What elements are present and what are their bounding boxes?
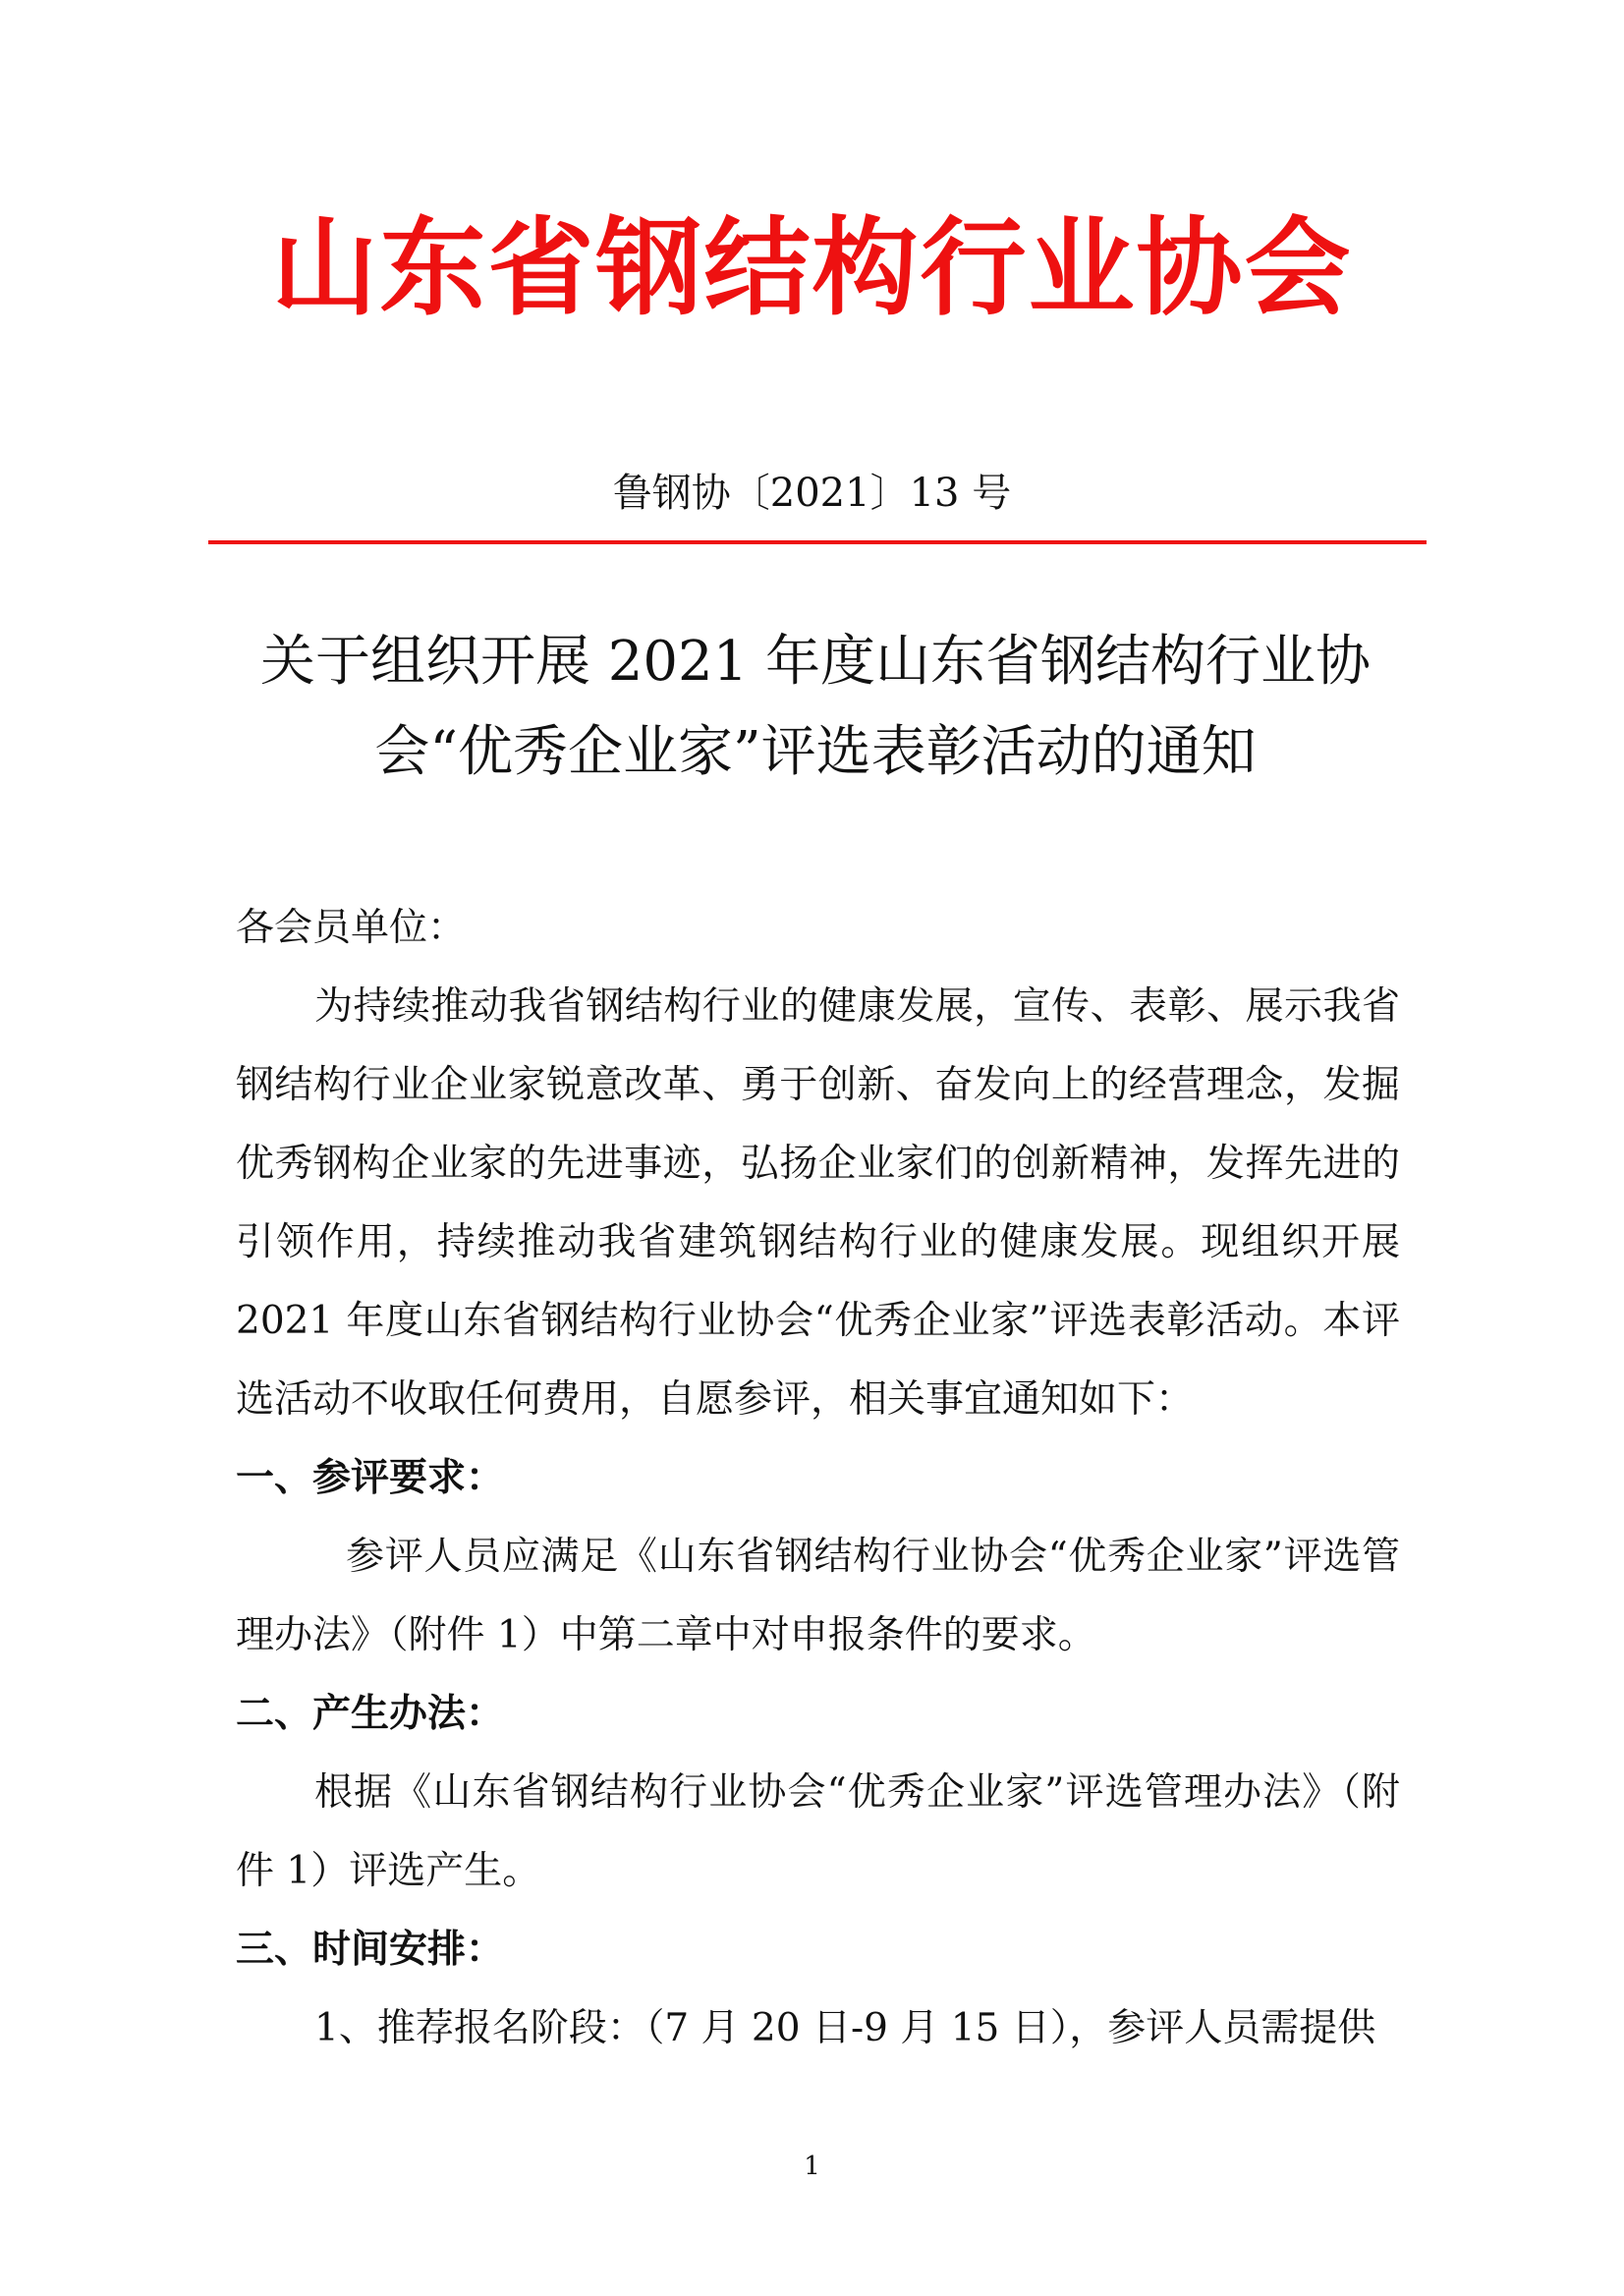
intro-paragraph: 为持续推动我省钢结构行业的健康发展，宣传、表彰、展示我省钢结构行业企业家锐意改革、勇于创新、奋发向上的经营理念，发掘优秀钢构企业家的先进事迹，弘扬企业家们的创新精神，发挥先进的引领作用，持续推动我省建筑钢结构行业的健康发展。现组织开展 2021 年度山东省钢结构行业协会“优秀企业家”评选表彰活动。本评选活动不收取任何费用，自愿参评，相关事宜通知如下： bbox=[236, 984, 1400, 1422]
notice-title bbox=[196, 617, 1434, 798]
section-text-schedule: 1、推荐报名阶段：（7 月 20 日-9 月 15 日），参评人员需提供 bbox=[314, 2006, 1376, 2050]
notice-body bbox=[236, 889, 1400, 2068]
page-number: 1 bbox=[804, 2152, 820, 2181]
organization-title: 山东省钢结构行业协会 bbox=[271, 207, 1353, 330]
salutation: 各会员单位： bbox=[236, 906, 467, 950]
document-number: 鲁钢协〔2021〕13 号 bbox=[612, 471, 1012, 516]
section-heading-method: 二、产生办法： bbox=[236, 1692, 505, 1736]
section-heading-requirements: 一、参评要求： bbox=[236, 1456, 505, 1500]
notice-title-line-2: 会“优秀企业家”评选表彰活动的通知 bbox=[374, 720, 1257, 784]
section-text-method: 根据《山东省钢结构行业协会“优秀企业家”评选管理办法》（附件 1）评选产生。 bbox=[236, 1770, 1400, 1893]
red-divider-line bbox=[208, 540, 1427, 544]
section-text-requirements: 参评人员应满足《山东省钢结构行业协会“优秀企业家”评选管理办法》（附件 1）中第二章中对申报条件的要求。 bbox=[236, 1535, 1400, 1657]
notice-title-line-1: 关于组织开展 2021 年度山东省钢结构行业协 bbox=[259, 630, 1372, 694]
section-heading-schedule: 三、时间安排： bbox=[236, 1928, 505, 1972]
